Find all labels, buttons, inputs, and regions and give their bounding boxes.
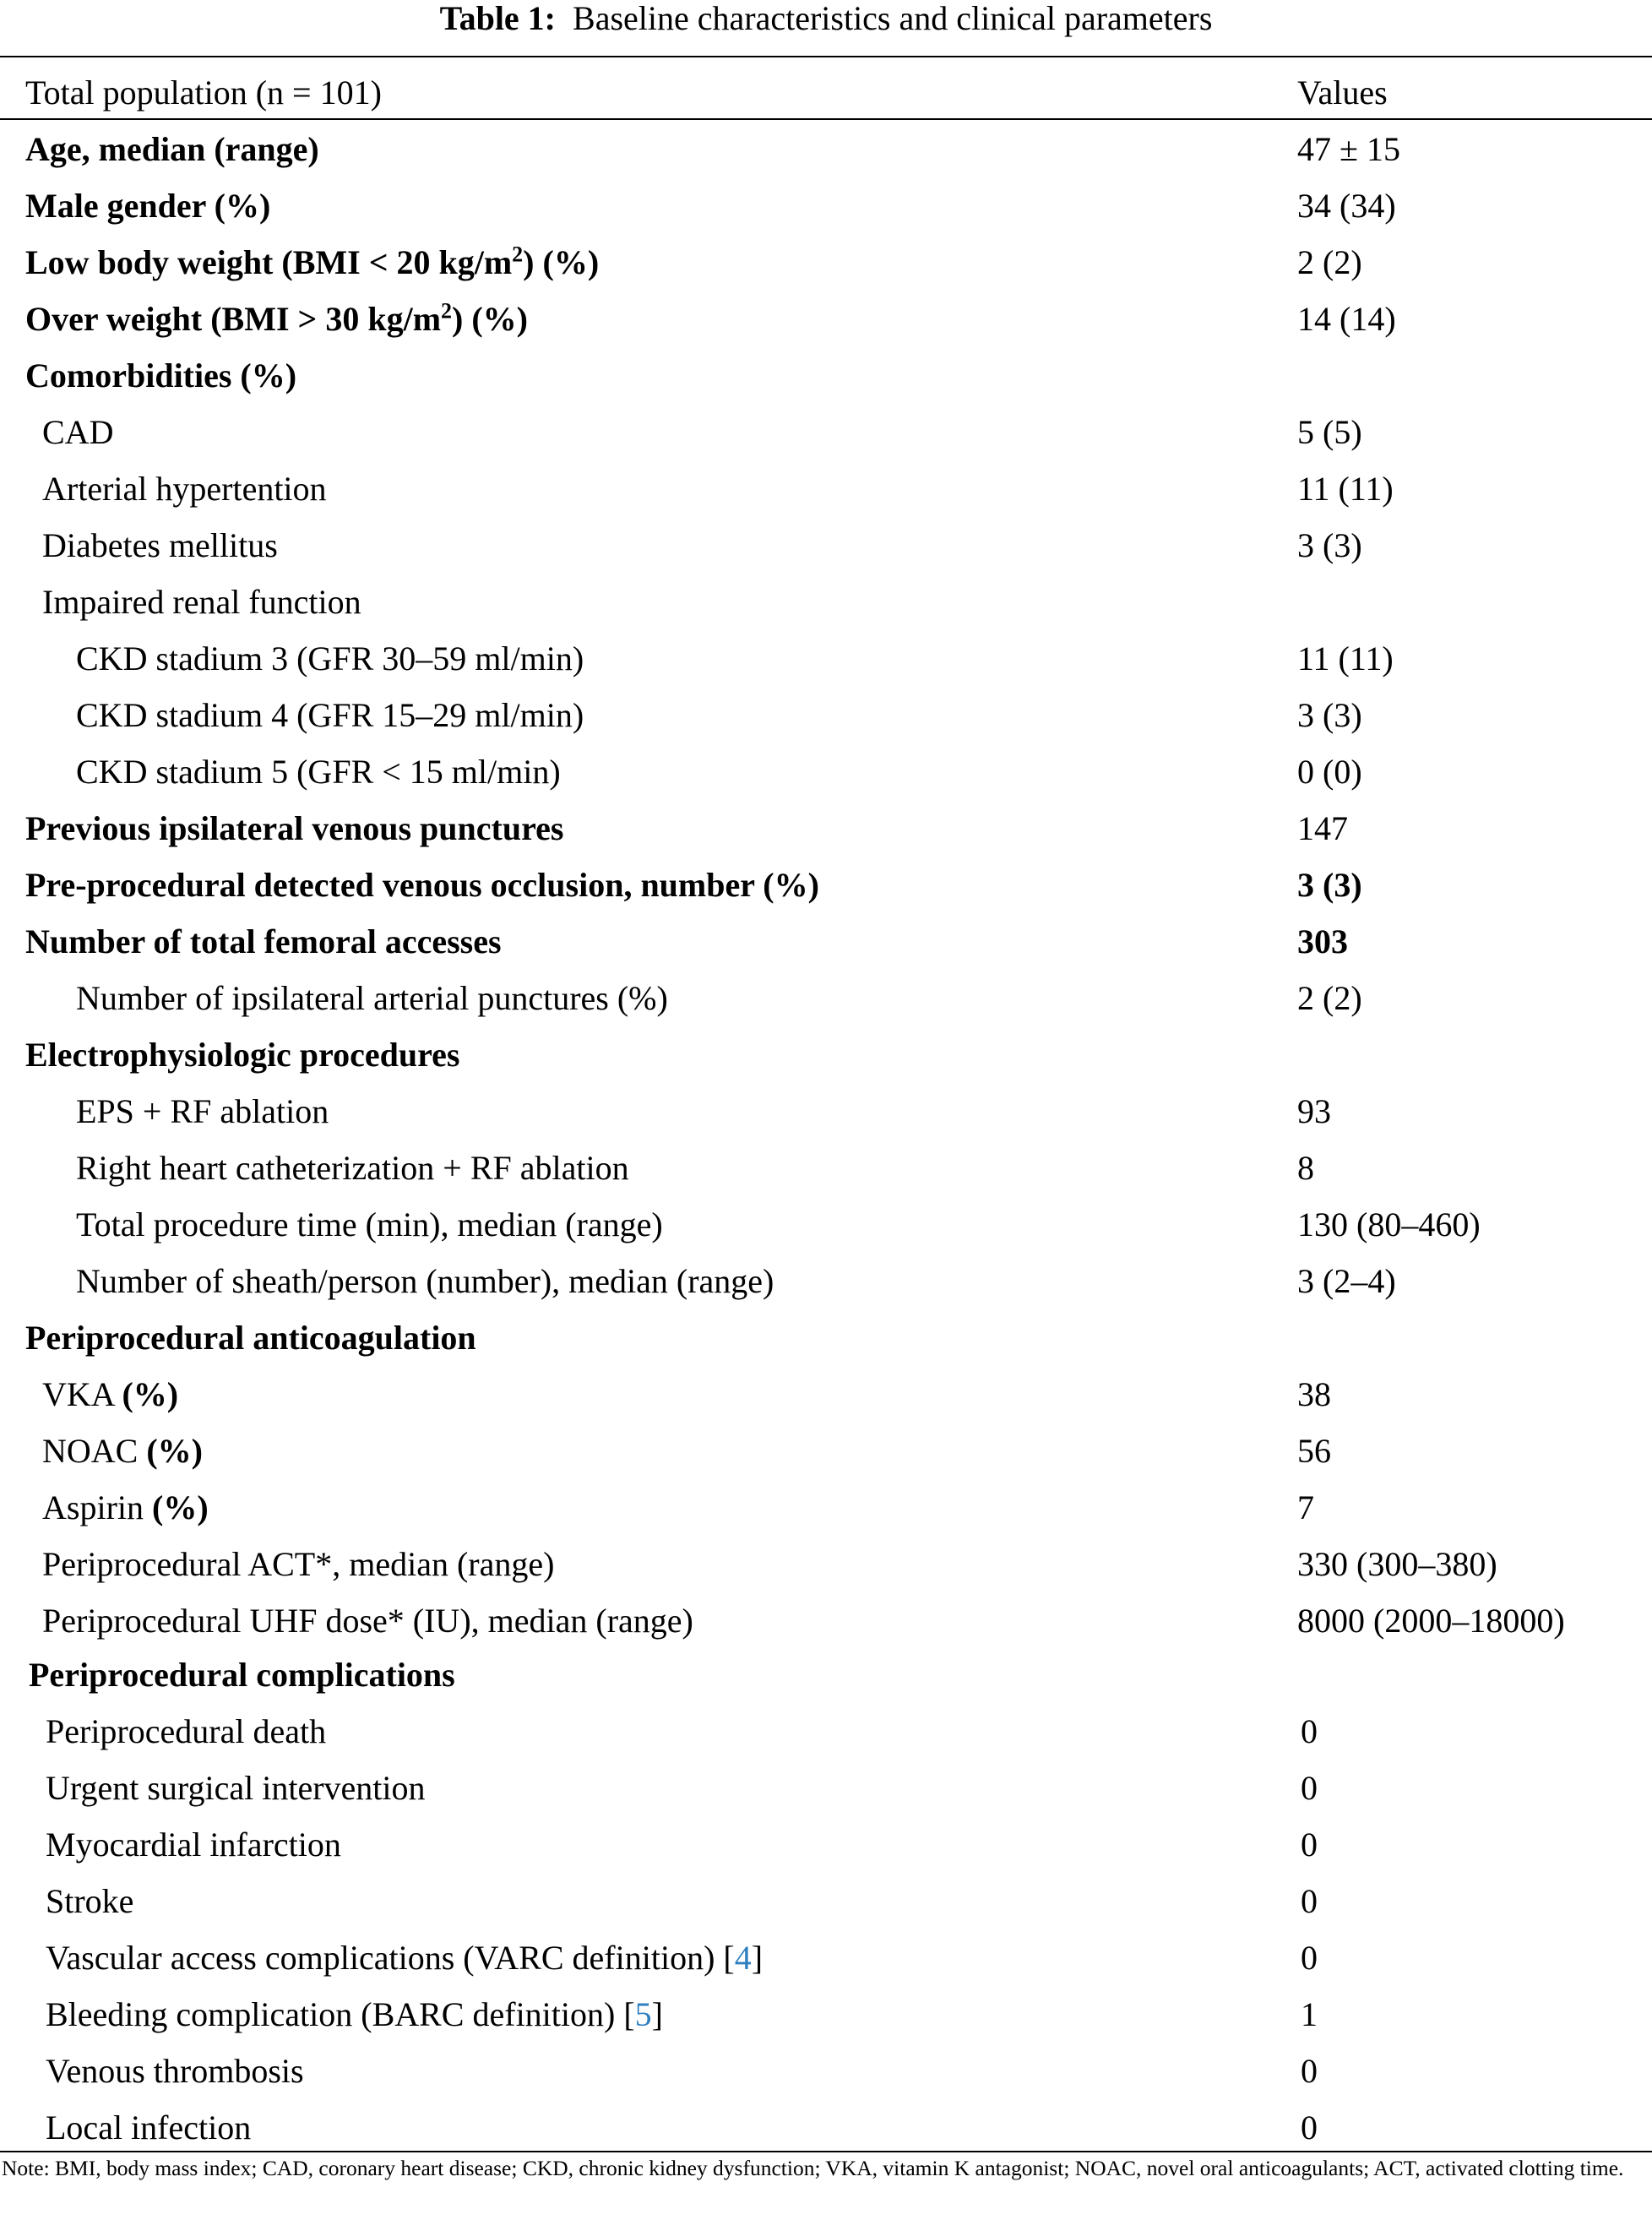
row-value: 7 <box>1297 1488 1314 1526</box>
table-row <box>0 800 1652 857</box>
table-row <box>0 1873 1652 1929</box>
row-label: Number of ipsilateral arterial punctures (%) <box>76 979 668 1017</box>
row-value: 0 <box>1301 2108 1318 2147</box>
table-row <box>0 2099 1652 2156</box>
row-label: Vascular access complications (VARC definition) [4] <box>46 1939 764 1977</box>
table-row <box>0 177 1652 234</box>
row-label: Bleeding complication (BARC definition) [5] <box>46 1995 663 2033</box>
row-label: Stroke <box>46 1882 134 1920</box>
row-label: NOAC (%) <box>42 1432 203 1470</box>
table-row <box>0 291 1652 347</box>
row-value: 0 (0) <box>1297 753 1362 791</box>
row-value: 0 <box>1301 2052 1318 2090</box>
table-row <box>0 1309 1652 1366</box>
row-value: 47 ± 15 <box>1297 130 1400 168</box>
row-label: Arterial hypertention <box>42 470 327 508</box>
table-row <box>0 1479 1652 1536</box>
row-label: Comorbidities (%) <box>25 356 297 394</box>
table-row <box>0 517 1652 574</box>
row-label: Pre-procedural detected venous occlusion, number (%) <box>25 866 819 904</box>
row-value: 3 (2–4) <box>1297 1262 1396 1300</box>
table-row <box>0 1026 1652 1083</box>
row-label: Over weight (BMI > 30 $kg/m^2$) (%) <box>25 298 528 338</box>
table-row <box>0 630 1652 687</box>
table-row <box>0 913 1652 970</box>
row-label: CKD stadium 3 (GFR 30–59 ml/min) <box>76 639 584 677</box>
header-col1: Total population (n = 101) <box>25 73 382 112</box>
top-rule <box>0 56 1652 57</box>
table-note: Note: BMI, body mass index; CAD, coronary heart disease; CKD, chronic kidney dysfunction; VKA, vitamin K antagonist; NOAC, novel oral anticoagulants; ACT, activated clotting time. <box>2 2156 1624 2180</box>
table-row <box>0 1646 1652 1703</box>
row-value: 130 (80–460) <box>1297 1205 1481 1243</box>
row-label: Low body weight (BMI < 20 $kg/m^2$) (%) <box>25 242 600 281</box>
table-row <box>0 2043 1652 2099</box>
table-row <box>0 1703 1652 1760</box>
row-label: Impaired renal function <box>42 583 361 621</box>
table-caption <box>0 0 1652 37</box>
table-row <box>0 1536 1652 1592</box>
row-label: CKD stadium 4 (GFR 15–29 ml/min) <box>76 696 584 734</box>
row-value: 0 <box>1301 1939 1318 1977</box>
row-label: Periprocedural ACT*, median (range) <box>42 1545 555 1583</box>
row-label: Electrophysiologic procedures <box>25 1036 460 1074</box>
reference-link[interactable]: 4 <box>734 1939 752 1977</box>
row-label: EPS + RF ablation <box>76 1092 329 1130</box>
table-row <box>0 460 1652 517</box>
row-label: Number of total femoral accesses <box>25 922 502 960</box>
row-label: VKA (%) <box>42 1375 179 1413</box>
row-value: 0 <box>1301 1882 1318 1920</box>
row-value: 2 (2) <box>1297 243 1362 281</box>
row-value: 56 <box>1297 1432 1331 1470</box>
table-row <box>0 857 1652 913</box>
row-label: Aspirin (%) <box>42 1488 209 1526</box>
table-header-row <box>0 64 1652 121</box>
row-value: 11 (11) <box>1297 470 1394 508</box>
row-label: Periprocedural UHF dose* (IU), median (range) <box>42 1602 693 1640</box>
table-row <box>0 1929 1652 1986</box>
bottom-rule <box>0 2151 1652 2152</box>
row-label: Number of sheath/person (number), median (range) <box>76 1262 774 1300</box>
table-row <box>0 1196 1652 1253</box>
table-row <box>0 1253 1652 1309</box>
row-value: 0 <box>1301 1769 1318 1807</box>
row-value: 8 <box>1297 1149 1314 1187</box>
row-value: 11 (11) <box>1297 639 1394 677</box>
row-value: 3 (3) <box>1297 526 1362 564</box>
table-row <box>0 574 1652 630</box>
row-value: 93 <box>1297 1092 1331 1130</box>
table-row <box>0 347 1652 404</box>
row-label: Diabetes mellitus <box>42 526 278 564</box>
header-rule <box>0 118 1652 120</box>
row-value: 5 (5) <box>1297 413 1362 451</box>
row-label: CKD stadium 5 (GFR < 15 ml/min) <box>76 753 561 791</box>
row-value: 1 <box>1301 1995 1318 2033</box>
row-value: 330 (300–380) <box>1297 1545 1497 1583</box>
table-row <box>0 1366 1652 1423</box>
row-value: 14 (14) <box>1297 300 1396 338</box>
row-value: 34 (34) <box>1297 187 1396 225</box>
reference-link[interactable]: 5 <box>634 1995 652 2033</box>
table-row <box>0 970 1652 1026</box>
row-value: 8000 (2000–18000) <box>1297 1602 1565 1640</box>
row-label: Local infection <box>46 2108 252 2147</box>
row-value: 3 (3) <box>1297 866 1362 904</box>
row-label: Total procedure time (min), median (range) <box>76 1205 663 1243</box>
table-row <box>0 234 1652 291</box>
table-row <box>0 1083 1652 1140</box>
row-label: CAD <box>42 413 114 451</box>
row-value: 303 <box>1297 922 1348 960</box>
caption-text: Baseline characteristics and clinical parameters <box>573 0 1213 37</box>
table-row <box>0 121 1652 177</box>
table-row <box>0 1592 1652 1649</box>
table-row <box>0 1140 1652 1196</box>
table-row <box>0 1760 1652 1816</box>
row-label: Periprocedural complications <box>29 1656 455 1694</box>
row-value: 0 <box>1301 1826 1318 1864</box>
row-label: Myocardial infarction <box>46 1826 341 1864</box>
row-value: 2 (2) <box>1297 979 1362 1017</box>
row-label: Venous thrombosis <box>46 2052 304 2090</box>
table-row <box>0 687 1652 743</box>
header-col2: Values <box>1297 73 1388 112</box>
row-label: Male gender (%) <box>25 187 271 225</box>
row-label: Urgent surgical intervention <box>46 1769 426 1807</box>
table-row <box>0 1423 1652 1479</box>
row-label: Right heart catheterization + RF ablation <box>76 1149 629 1187</box>
row-label: Previous ipsilateral venous punctures <box>25 809 564 847</box>
table-row <box>0 404 1652 460</box>
row-label: Periprocedural anticoagulation <box>25 1319 476 1357</box>
table-row <box>0 743 1652 800</box>
row-label: Age, median (range) <box>25 130 319 168</box>
table-row <box>0 1816 1652 1873</box>
table-row <box>0 1986 1652 2043</box>
row-value: 3 (3) <box>1297 696 1362 734</box>
caption-label: Table 1: <box>439 0 557 37</box>
row-value: 38 <box>1297 1375 1331 1413</box>
row-label: Periprocedural death <box>46 1712 327 1750</box>
row-value: 147 <box>1297 809 1348 847</box>
row-value: 0 <box>1301 1712 1318 1750</box>
